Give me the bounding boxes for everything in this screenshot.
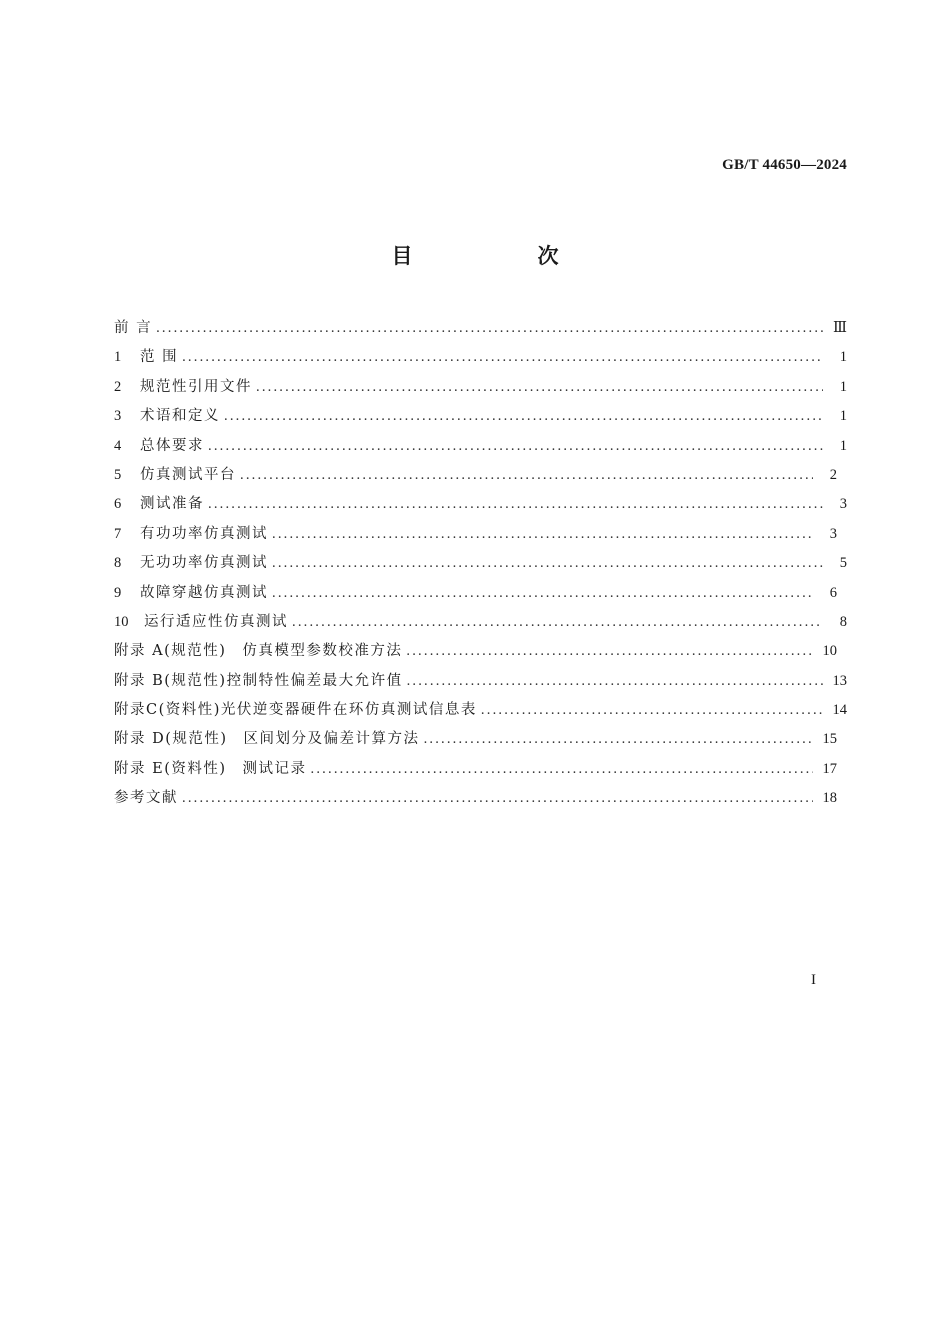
toc-label: 术语和定义 bbox=[140, 408, 220, 425]
toc-page: 5 bbox=[839, 555, 847, 572]
toc-number: 2 bbox=[114, 378, 122, 395]
toc-page: 14 bbox=[832, 702, 847, 719]
toc-number: 5 bbox=[114, 466, 122, 483]
toc-leader-dots bbox=[182, 343, 823, 372]
toc-number: 9 bbox=[114, 584, 122, 601]
toc-label: 附录C(资料性)光伏逆变器硬件在环仿真测试信息表 bbox=[114, 702, 477, 719]
toc-page: 2 bbox=[829, 466, 837, 483]
toc-page: 17 bbox=[822, 760, 837, 777]
toc-page: 1 bbox=[839, 408, 847, 425]
toc-label: 有功功率仿真测试 bbox=[140, 525, 268, 542]
toc-leader-dots bbox=[182, 784, 813, 813]
toc-page: 18 bbox=[822, 790, 837, 807]
toc-page: 3 bbox=[839, 496, 847, 513]
toc-label: 测试准备 bbox=[140, 496, 204, 513]
toc-leader-dots bbox=[406, 637, 813, 666]
toc-entry-appendix-c[interactable] bbox=[114, 696, 847, 725]
toc-entry-2[interactable] bbox=[114, 373, 847, 402]
toc-entry-7[interactable] bbox=[114, 520, 847, 549]
toc-label: 附录 E(资料性) 测试记录 bbox=[114, 760, 307, 777]
toc-page: 15 bbox=[822, 731, 837, 748]
toc-entry-appendix-d[interactable] bbox=[114, 725, 847, 754]
toc-entry-6[interactable] bbox=[114, 490, 847, 519]
toc-page: 13 bbox=[832, 672, 847, 689]
toc-leader-dots bbox=[256, 373, 823, 402]
toc-page: 10 bbox=[822, 643, 837, 660]
toc-label: 规范性引用文件 bbox=[140, 378, 252, 395]
toc-leader-dots bbox=[481, 696, 823, 725]
toc-label: 仿真测试平台 bbox=[140, 466, 236, 483]
toc-leader-dots bbox=[292, 608, 823, 637]
toc-label: 故障穿越仿真测试 bbox=[140, 584, 268, 601]
toc-label: 总体要求 bbox=[140, 437, 204, 454]
toc-number: 10 bbox=[114, 613, 129, 630]
toc-label: 无功功率仿真测试 bbox=[140, 555, 268, 572]
toc-entry-4[interactable] bbox=[114, 432, 847, 461]
toc-leader-dots bbox=[224, 402, 823, 431]
toc-entry-9[interactable] bbox=[114, 579, 847, 608]
toc-number: 1 bbox=[114, 349, 122, 366]
toc-page: Ⅲ bbox=[833, 320, 847, 336]
toc-leader-dots bbox=[272, 549, 823, 578]
standard-code: GB/T 44650—2024 bbox=[722, 157, 847, 173]
toc-entry-foreword[interactable] bbox=[114, 314, 847, 343]
toc-leader-dots bbox=[208, 432, 823, 461]
toc-label: 前 言 bbox=[114, 320, 153, 336]
toc-label: 参考文献 bbox=[114, 790, 178, 807]
toc-leader-dots bbox=[240, 461, 813, 490]
page-title: 目 次 bbox=[391, 244, 611, 268]
toc-number: 8 bbox=[114, 555, 122, 572]
toc-leader-dots bbox=[424, 725, 813, 754]
toc-page: 1 bbox=[839, 349, 847, 366]
toc-entry-appendix-a[interactable] bbox=[114, 637, 847, 666]
toc-entry-1[interactable] bbox=[114, 343, 847, 372]
toc-page: 1 bbox=[839, 437, 847, 454]
toc-number: 4 bbox=[114, 437, 122, 454]
toc-label: 运行适应性仿真测试 bbox=[144, 613, 288, 630]
page-number: I bbox=[811, 972, 816, 988]
toc-page: 3 bbox=[829, 525, 837, 542]
toc-page: 1 bbox=[839, 378, 847, 395]
toc-leader-dots bbox=[156, 314, 823, 343]
toc-entry-appendix-e[interactable] bbox=[114, 755, 847, 784]
toc-leader-dots bbox=[407, 667, 823, 696]
toc-number: 7 bbox=[114, 525, 122, 542]
toc-label: 附录 D(规范性) 区间划分及偏差计算方法 bbox=[114, 731, 420, 748]
toc-label: 范 围 bbox=[140, 349, 179, 366]
toc-leader-dots bbox=[272, 520, 813, 549]
toc-number: 6 bbox=[114, 496, 122, 513]
toc-entry-bibliography[interactable] bbox=[114, 784, 847, 813]
toc-entry-3[interactable] bbox=[114, 402, 847, 431]
table-of-contents bbox=[114, 314, 847, 814]
toc-label: 附录 B(规范性)控制特性偏差最大允许值 bbox=[114, 672, 403, 689]
toc-number: 3 bbox=[114, 408, 122, 425]
toc-leader-dots bbox=[311, 755, 813, 784]
toc-page: 6 bbox=[829, 584, 837, 601]
toc-entry-appendix-b[interactable] bbox=[114, 667, 847, 696]
toc-leader-dots bbox=[272, 579, 813, 608]
toc-entry-5[interactable] bbox=[114, 461, 847, 490]
toc-entry-8[interactable] bbox=[114, 549, 847, 578]
toc-entry-10[interactable] bbox=[114, 608, 847, 637]
toc-label: 附录 A(规范性) 仿真模型参数校准方法 bbox=[114, 643, 403, 660]
toc-leader-dots bbox=[208, 490, 823, 519]
toc-page: 8 bbox=[839, 613, 847, 630]
